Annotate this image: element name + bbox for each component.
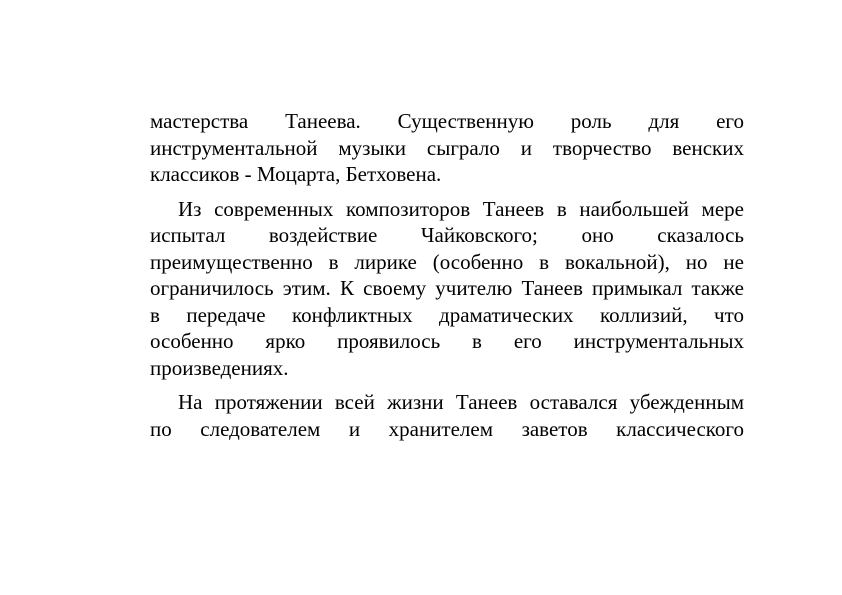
text-line: инструментальной музыки сыграло и творчество венских — [150, 135, 744, 160]
text-line: по следователем и хранителем заветов классического — [150, 416, 744, 441]
text-line: На протяжении всей жизни Танеев оставался убежденным — [178, 390, 744, 414]
text-line: классиков - Моцарта, Бетховена. — [150, 162, 442, 186]
paragraph-spacer — [150, 188, 744, 196]
text-line: Из современных композиторов Танеев в наибольшей мере — [178, 196, 744, 221]
paragraph-3 — [150, 389, 744, 442]
text-line: произведениях. — [150, 355, 289, 380]
text-line: преимущественно в лирике (особенно в вокальной), но не — [150, 249, 744, 274]
text-line: в передаче конфликтных драматических коллизий, что — [150, 302, 744, 327]
text-line: мастерства Танеева. Существенную роль для его — [150, 109, 744, 133]
text-line: испытал воздействие Чайковского; оно сказалось — [150, 223, 744, 247]
text-line: ограничилось этим. К своему учителю Танеев примыкал также — [150, 276, 744, 300]
paragraph-spacer — [150, 381, 744, 389]
paragraph-2 — [150, 196, 744, 382]
paragraph-1 — [150, 108, 744, 188]
text-line: особенно ярко проявилось в его инструментальных — [150, 329, 744, 353]
document-text — [150, 108, 744, 442]
